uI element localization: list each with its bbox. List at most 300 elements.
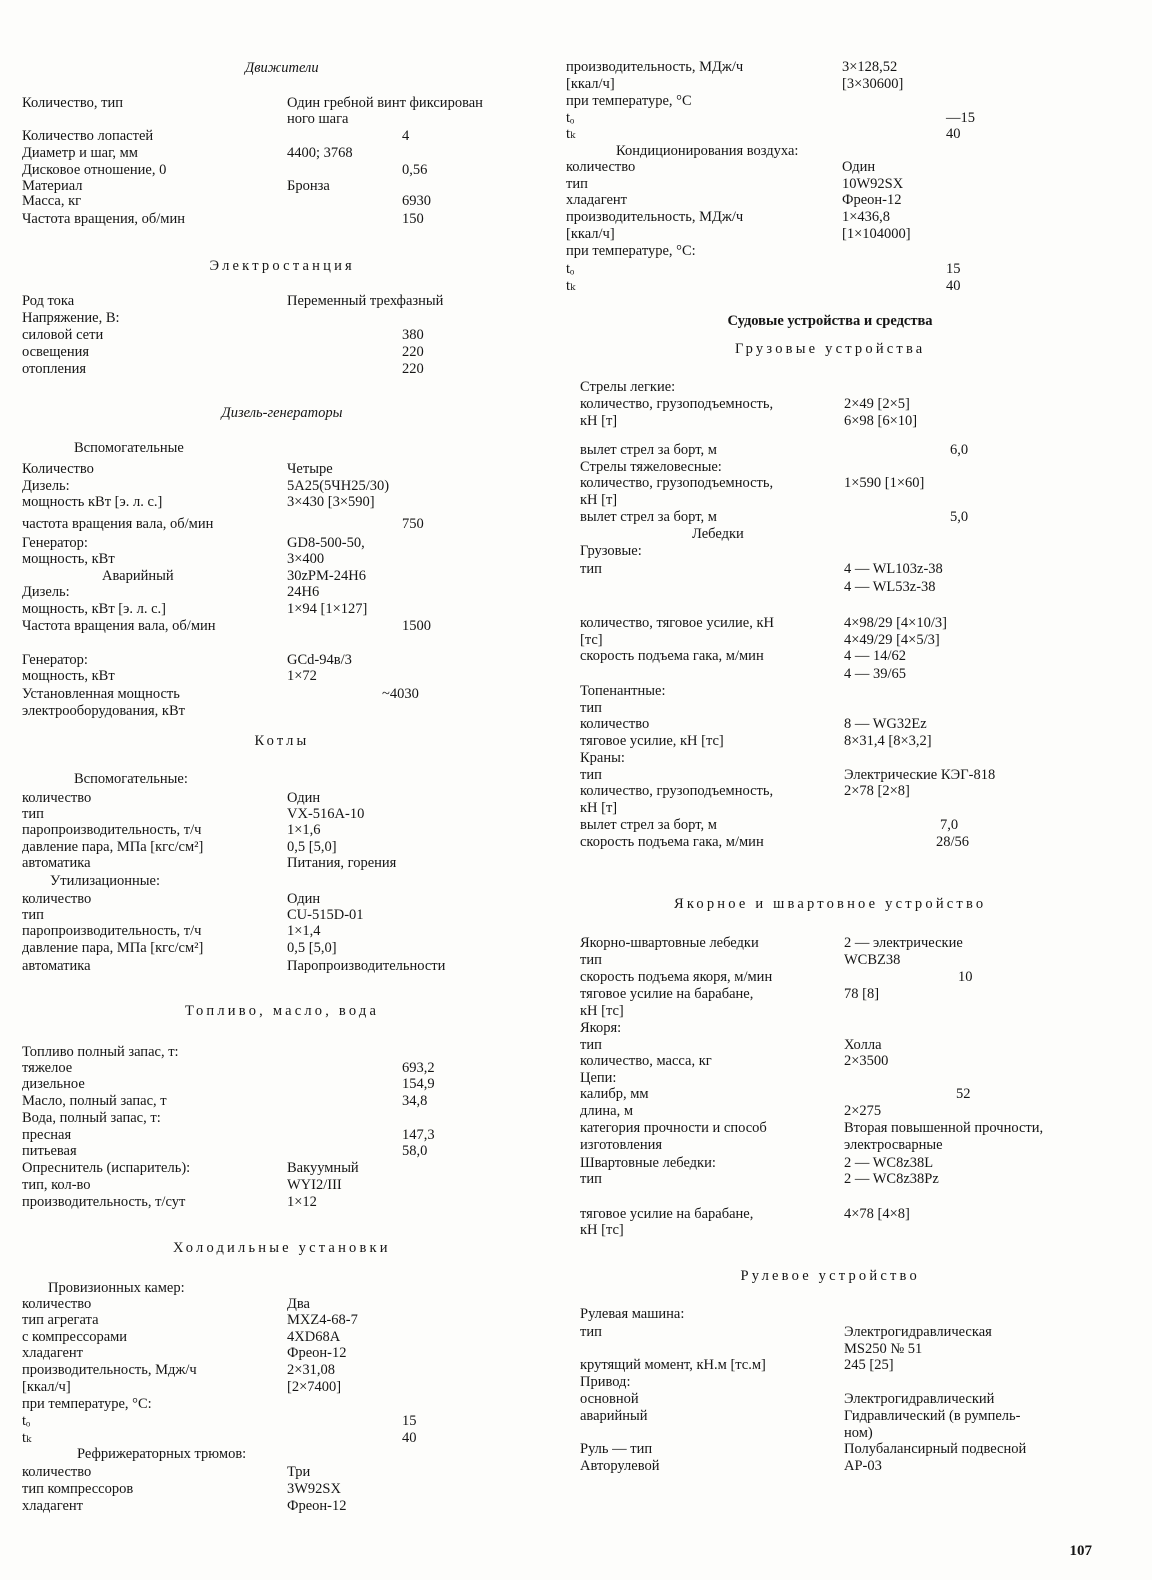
spec-value: Один: [287, 790, 321, 806]
spec-label: Рулевая машина:: [580, 1306, 685, 1322]
spec-row: [22, 494, 542, 510]
spec-value: Питания, горения: [287, 855, 397, 871]
spec-row: [22, 839, 542, 855]
spec-row: [22, 668, 542, 684]
spec-label: при температуре, °С:: [22, 1396, 152, 1412]
spec-label: изготовления: [580, 1137, 663, 1153]
spec-value: 2×49 [2×5]: [844, 396, 910, 412]
spec-row: [22, 95, 542, 111]
spec-label: Авторулевой: [580, 1458, 660, 1474]
section-heading: Движители: [245, 60, 319, 76]
spec-value: [2×7400]: [287, 1379, 342, 1395]
spec-row: [580, 1155, 1100, 1171]
spec-label: Генератор:: [22, 652, 88, 668]
spec-value: ного шага: [287, 111, 349, 127]
spec-value: Электрогидравлический: [844, 1391, 995, 1407]
spec-row: [580, 413, 1100, 429]
spec-label: питьевая: [22, 1143, 77, 1159]
spec-label: количество: [22, 1464, 92, 1480]
spec-value: 40: [946, 278, 961, 294]
spec-value: Два: [287, 1296, 310, 1312]
spec-label: Рефрижераторных трюмов:: [77, 1446, 247, 1462]
spec-row: [580, 969, 1100, 985]
spec-label: Краны:: [580, 750, 625, 766]
spec-row: [22, 535, 542, 551]
spec-value: Холла: [844, 1037, 882, 1053]
spec-value: 2×275: [844, 1103, 882, 1119]
spec-row: [580, 1206, 1100, 1222]
spec-label: Напряжение, В:: [22, 310, 120, 326]
spec-row: [566, 226, 1086, 242]
spec-row: [580, 683, 1100, 699]
spec-value: 8 — WG32Ez: [844, 716, 927, 732]
spec-row: [22, 1044, 542, 1060]
spec-value: 4 — WL53z-38: [844, 579, 936, 595]
spec-row: [566, 59, 1086, 75]
spec-row: [22, 1093, 542, 1109]
spec-label: крутящий момент, кН.м [тс.м]: [580, 1357, 766, 1373]
spec-value: 4 — 39/65: [844, 666, 907, 682]
spec-value: 58,0: [402, 1143, 428, 1159]
spec-label: основной: [580, 1391, 639, 1407]
spec-label: тип компрессоров: [22, 1481, 134, 1497]
section-heading: Рулевое устройство: [740, 1268, 920, 1284]
spec-row: [22, 1296, 542, 1312]
section-heading: Судовые устройства и средства: [727, 313, 933, 329]
spec-value: Вакуумный: [287, 1160, 359, 1176]
section-heading: Холодильные установки: [173, 1240, 391, 1256]
spec-label: Топливо полный запас, т:: [22, 1044, 179, 1060]
spec-label: автоматика: [22, 855, 91, 871]
spec-value: 3×400: [287, 551, 325, 567]
spec-value: 2×31,08: [287, 1362, 336, 1378]
spec-row: [22, 1060, 542, 1076]
section-heading: Электростанция: [209, 258, 355, 274]
spec-label: отопления: [22, 361, 87, 377]
spec-label: Дизель:: [22, 478, 70, 494]
spec-label: мощность кВт [э. л. с.]: [22, 494, 163, 510]
spec-value: ~4030: [382, 686, 419, 702]
spec-value: 4 — 14/62: [844, 648, 907, 664]
spec-value: ном): [844, 1425, 873, 1441]
spec-label: с компрессорами: [22, 1329, 128, 1345]
spec-label: мощность, кВт: [22, 668, 115, 684]
spec-value: Один: [842, 159, 876, 175]
spec-row: [580, 543, 1100, 559]
spec-row: [566, 76, 1086, 92]
spec-label: мощность, кВт [э. л. с.]: [22, 601, 166, 617]
spec-row: [22, 790, 542, 806]
spec-label: скорость подъема гака, м/мин: [580, 834, 764, 850]
spec-label: категория прочности и способ: [580, 1120, 767, 1136]
spec-label: Частота вращения, об/мин: [22, 211, 185, 227]
spec-label: скорость подъема якоря, м/мин: [580, 969, 773, 985]
spec-value: 1×1,6: [287, 822, 321, 838]
spec-value: 10: [958, 969, 973, 985]
spec-label: кН [тс]: [580, 1222, 624, 1238]
spec-row: [580, 442, 1100, 458]
spec-row: [22, 907, 542, 923]
spec-label: хладагент: [22, 1345, 84, 1361]
spec-row: [580, 579, 1100, 595]
spec-label: тип: [566, 176, 588, 192]
spec-row: [616, 143, 1136, 159]
spec-value: 3×128,52: [842, 59, 898, 75]
spec-row: [566, 192, 1086, 208]
spec-label: при температуре, °С:: [566, 243, 696, 259]
spec-label: tₒ: [566, 261, 575, 277]
section-heading: Грузовые устройства: [735, 341, 926, 357]
spec-label: количество: [22, 790, 92, 806]
spec-label: кН [тс]: [580, 1003, 624, 1019]
section-heading: Топливо, масло, вода: [185, 1003, 380, 1019]
spec-label: тип агрегата: [22, 1312, 99, 1328]
spec-row: [580, 615, 1100, 631]
spec-row: [580, 952, 1100, 968]
spec-value: 4XD68A: [287, 1329, 341, 1345]
spec-label: Якоря:: [580, 1020, 622, 1036]
spec-row: [566, 278, 1086, 294]
spec-row: [22, 162, 542, 178]
spec-row: [580, 561, 1100, 577]
spec-row: [22, 1143, 542, 1159]
spec-row: [580, 800, 1100, 816]
spec-label: тяговое усилие на барабане,: [580, 986, 754, 1002]
spec-row: [580, 1425, 1100, 1441]
spec-label: кН [т]: [580, 413, 618, 429]
spec-row: [580, 1037, 1100, 1053]
spec-value: VX-516A-10: [287, 806, 365, 822]
spec-label: тип: [580, 1324, 602, 1340]
spec-value: Три: [287, 1464, 311, 1480]
spec-label: Грузовые:: [580, 543, 642, 559]
spec-value: WCBZ38: [844, 952, 901, 968]
spec-row: [580, 459, 1100, 475]
spec-value: 5A25(5ЧН25/30): [287, 478, 390, 494]
spec-row: [50, 873, 570, 889]
spec-row: [77, 1446, 597, 1462]
spec-row: [22, 940, 542, 956]
spec-row: [22, 551, 542, 567]
spec-row: [22, 958, 542, 974]
spec-row: [22, 344, 542, 360]
spec-row: [580, 834, 1100, 850]
spec-row: [580, 1053, 1100, 1069]
spec-label: количество: [22, 891, 92, 907]
spec-value: AP-03: [844, 1458, 882, 1474]
spec-label: tₖ: [22, 1430, 32, 1446]
page-number: 107: [1069, 1543, 1092, 1559]
spec-label: Цепи:: [580, 1070, 617, 1086]
spec-label: Род тока: [22, 293, 75, 309]
spec-label: количество: [566, 159, 636, 175]
spec-value: 1×72: [287, 668, 317, 684]
spec-label: кН [т]: [580, 800, 618, 816]
spec-row: [566, 93, 1086, 109]
spec-row: [580, 1408, 1100, 1424]
section-heading: Котлы: [254, 733, 310, 749]
spec-label: длина, м: [580, 1103, 633, 1119]
spec-label: количество, грузоподъемность,: [580, 475, 774, 491]
spec-row: [580, 648, 1100, 664]
spec-value: 8×31,4 [8×3,2]: [844, 733, 932, 749]
spec-value: 78 [8]: [844, 986, 880, 1002]
spec-value: 2 — WC8z38Pz: [844, 1171, 939, 1187]
spec-row: [22, 1194, 542, 1210]
spec-label: Диаметр и шаг, мм: [22, 145, 138, 161]
spec-row: [580, 1357, 1100, 1373]
spec-label: Аварийный: [102, 568, 174, 584]
spec-label: дизельное: [22, 1076, 85, 1092]
spec-row: [22, 923, 542, 939]
spec-value: —15: [946, 110, 975, 126]
spec-value: 4 — WL103z-38: [844, 561, 943, 577]
spec-row: [580, 1391, 1100, 1407]
spec-value: Гидравлический (в румпель-: [844, 1408, 1021, 1424]
spec-row: [580, 1003, 1100, 1019]
spec-row: [580, 1086, 1100, 1102]
spec-row: [22, 193, 542, 209]
spec-label: тип: [580, 1037, 602, 1053]
spec-label: мощность, кВт: [22, 551, 115, 567]
spec-row: [580, 666, 1100, 682]
spec-value: MS250 № 51: [844, 1341, 923, 1357]
spec-label: Руль — тип: [580, 1441, 653, 1457]
spec-row: [580, 767, 1100, 783]
spec-label: Масса, кг: [22, 193, 82, 209]
spec-value: 1500: [402, 618, 431, 634]
spec-row: [580, 1120, 1100, 1136]
spec-label: электрооборудования, кВт: [22, 703, 185, 719]
spec-value: 6×98 [6×10]: [844, 413, 918, 429]
spec-label: при температуре, °С: [566, 93, 692, 109]
spec-value: 380: [402, 327, 424, 343]
spec-label: производительность, МДж/ч: [566, 209, 744, 225]
spec-label: вылет стрел за борт, м: [580, 817, 717, 833]
spec-row: [580, 1324, 1100, 1340]
spec-value: 4: [402, 128, 410, 144]
spec-label: Материал: [22, 178, 83, 194]
spec-label: освещения: [22, 344, 90, 360]
spec-label: тяговое усилие на барабане,: [580, 1206, 754, 1222]
spec-row: [22, 1110, 542, 1126]
spec-label: тип: [22, 907, 44, 923]
spec-value: Один гребной винт фиксирован: [287, 95, 483, 111]
spec-value: MXZ4-68-7: [287, 1312, 358, 1328]
spec-row: [580, 1137, 1100, 1153]
spec-value: CU-515D-01: [287, 907, 364, 923]
spec-row: [580, 716, 1100, 732]
spec-row: [22, 1177, 542, 1193]
spec-label: тип: [580, 1171, 602, 1187]
spec-label: вылет стрел за борт, м: [580, 442, 717, 458]
spec-row: [22, 652, 542, 668]
spec-value: 154,9: [402, 1076, 435, 1092]
spec-row: [580, 986, 1100, 1002]
spec-value: 34,8: [402, 1093, 428, 1109]
spec-row: [22, 1329, 542, 1345]
spec-row: [74, 440, 594, 456]
spec-label: количество: [22, 1296, 92, 1312]
spec-value: 52: [956, 1086, 971, 1102]
spec-value: 6,0: [950, 442, 969, 458]
spec-row: [22, 461, 542, 477]
spec-row: [580, 733, 1100, 749]
spec-row: [580, 1458, 1100, 1474]
spec-label: давление пара, МПа [кгс/см²]: [22, 839, 204, 855]
spec-row: [22, 178, 542, 194]
spec-row: [74, 771, 594, 787]
spec-label: хладагент: [22, 1498, 84, 1514]
spec-value: 1×12: [287, 1194, 317, 1210]
spec-row: [580, 509, 1100, 525]
spec-label: тип, кол-во: [22, 1177, 91, 1193]
spec-row: [22, 211, 542, 227]
spec-value: 4×98/29 [4×10/3]: [844, 615, 947, 631]
spec-row: [102, 568, 622, 584]
spec-label: производительность, т/сут: [22, 1194, 186, 1210]
spec-label: Утилизационные:: [50, 873, 161, 889]
spec-value: 3W92SX: [287, 1481, 341, 1497]
spec-label: паропроизводительность, т/ч: [22, 822, 202, 838]
spec-label: Установленная мощность: [22, 686, 180, 702]
spec-label: Топенантные:: [580, 683, 666, 699]
spec-value: GD8-500-50,: [287, 535, 365, 551]
spec-row: [580, 935, 1100, 951]
spec-row: [566, 209, 1086, 225]
spec-value: Переменный трехфазный: [287, 293, 444, 309]
spec-label: тип: [580, 700, 602, 716]
spec-row: [566, 159, 1086, 175]
spec-label: Вода, полный запас, т:: [22, 1110, 161, 1126]
spec-value: 2 — электрические: [844, 935, 963, 951]
spec-row: [692, 526, 1152, 542]
spec-label: количество, масса, кг: [580, 1053, 712, 1069]
spec-label: Лебедки: [692, 526, 744, 542]
spec-value: Электрические КЭГ-818: [844, 767, 996, 783]
spec-value: 4×78 [4×8]: [844, 1206, 910, 1222]
spec-label: Вспомогательные:: [74, 771, 188, 787]
spec-value: 1×94 [1×127]: [287, 601, 368, 617]
spec-row: [22, 686, 542, 702]
spec-label: тип: [580, 561, 602, 577]
spec-label: Вспомогательные: [74, 440, 184, 456]
spec-row: [580, 632, 1100, 648]
spec-row: [566, 176, 1086, 192]
spec-row: [22, 327, 542, 343]
spec-row: [22, 361, 542, 377]
spec-label: Количество: [22, 461, 94, 477]
spec-value: 40: [946, 126, 961, 142]
spec-label: пресная: [22, 1127, 72, 1143]
spec-label: [ккал/ч]: [22, 1379, 71, 1395]
spec-label: силовой сети: [22, 327, 104, 343]
spec-value: 1×590 [1×60]: [844, 475, 925, 491]
spec-value: [1×104000]: [842, 226, 911, 242]
spec-row: [22, 293, 542, 309]
spec-row: [22, 478, 542, 494]
spec-label: частота вращения вала, об/мин: [22, 516, 214, 532]
spec-row: [22, 1413, 542, 1429]
spec-row: [566, 110, 1086, 126]
spec-row: [22, 310, 542, 326]
spec-row: [580, 1341, 1100, 1357]
spec-label: Швартовные лебедки:: [580, 1155, 716, 1171]
spec-row: [22, 855, 542, 871]
spec-label: Провизионных камер:: [48, 1280, 185, 1296]
spec-label: количество, тяговое усилие, кН: [580, 615, 775, 631]
spec-row: [580, 492, 1100, 508]
spec-row: [22, 145, 542, 161]
spec-label: [ккал/ч]: [566, 226, 615, 242]
spec-label: Опреснитель (испаритель):: [22, 1160, 191, 1176]
spec-row: [566, 243, 1086, 259]
spec-label: количество, грузоподъемность,: [580, 396, 774, 412]
spec-value: Фреон-12: [842, 192, 902, 208]
spec-row: [580, 1070, 1100, 1086]
spec-value: Паропроизводительности: [287, 958, 446, 974]
spec-value: GCd-94в/3: [287, 652, 352, 668]
spec-row: [48, 1280, 568, 1296]
spec-value: 15: [946, 261, 961, 277]
spec-label: Масло, полный запас, т: [22, 1093, 167, 1109]
spec-value: 40: [402, 1430, 417, 1446]
spec-label: количество, грузоподъемность,: [580, 783, 774, 799]
spec-value: 4×49/29 [4×5/3]: [844, 632, 940, 648]
spec-row: [22, 111, 542, 127]
spec-value: 220: [402, 344, 424, 360]
spec-value: 220: [402, 361, 424, 377]
spec-value: 7,0: [940, 817, 959, 833]
spec-label: калибр, мм: [580, 1086, 649, 1102]
section-heading: Якорное и швартовное устройство: [674, 896, 987, 912]
spec-value: Электрогидравлическая: [844, 1324, 992, 1340]
spec-value: электросварные: [844, 1137, 943, 1153]
spec-value: 750: [402, 516, 424, 532]
spec-row: [580, 817, 1100, 833]
spec-row: [22, 1498, 542, 1514]
spec-row: [22, 891, 542, 907]
spec-row: [22, 1362, 542, 1378]
spec-label: кН [т]: [580, 492, 618, 508]
spec-value: [3×30600]: [842, 76, 904, 92]
spec-label: количество: [580, 716, 650, 732]
spec-label: Привод:: [580, 1374, 631, 1390]
spec-label: Стрелы легкие:: [580, 379, 676, 395]
spec-row: [580, 379, 1100, 395]
spec-value: 150: [402, 211, 424, 227]
spec-row: [22, 128, 542, 144]
spec-value: 30zPM-24H6: [287, 568, 366, 584]
spec-value: Бронза: [287, 178, 330, 194]
spec-row: [22, 1430, 542, 1446]
spec-label: тяговое усилие, кН [тс]: [580, 733, 724, 749]
spec-label: аварийный: [580, 1408, 648, 1424]
spec-value: 0,56: [402, 162, 428, 178]
spec-row: [22, 1464, 542, 1480]
spec-row: [22, 601, 542, 617]
spec-row: [22, 1481, 542, 1497]
spec-row: [22, 1127, 542, 1143]
spec-row: [580, 750, 1100, 766]
spec-row: [22, 703, 542, 719]
spec-row: [22, 1076, 542, 1092]
spec-value: WYI2/III: [287, 1177, 342, 1193]
spec-label: [ккал/ч]: [566, 76, 615, 92]
spec-label: [тс]: [580, 632, 603, 648]
spec-label: скорость подъема гака, м/мин: [580, 648, 764, 664]
spec-label: Количество, тип: [22, 95, 123, 111]
